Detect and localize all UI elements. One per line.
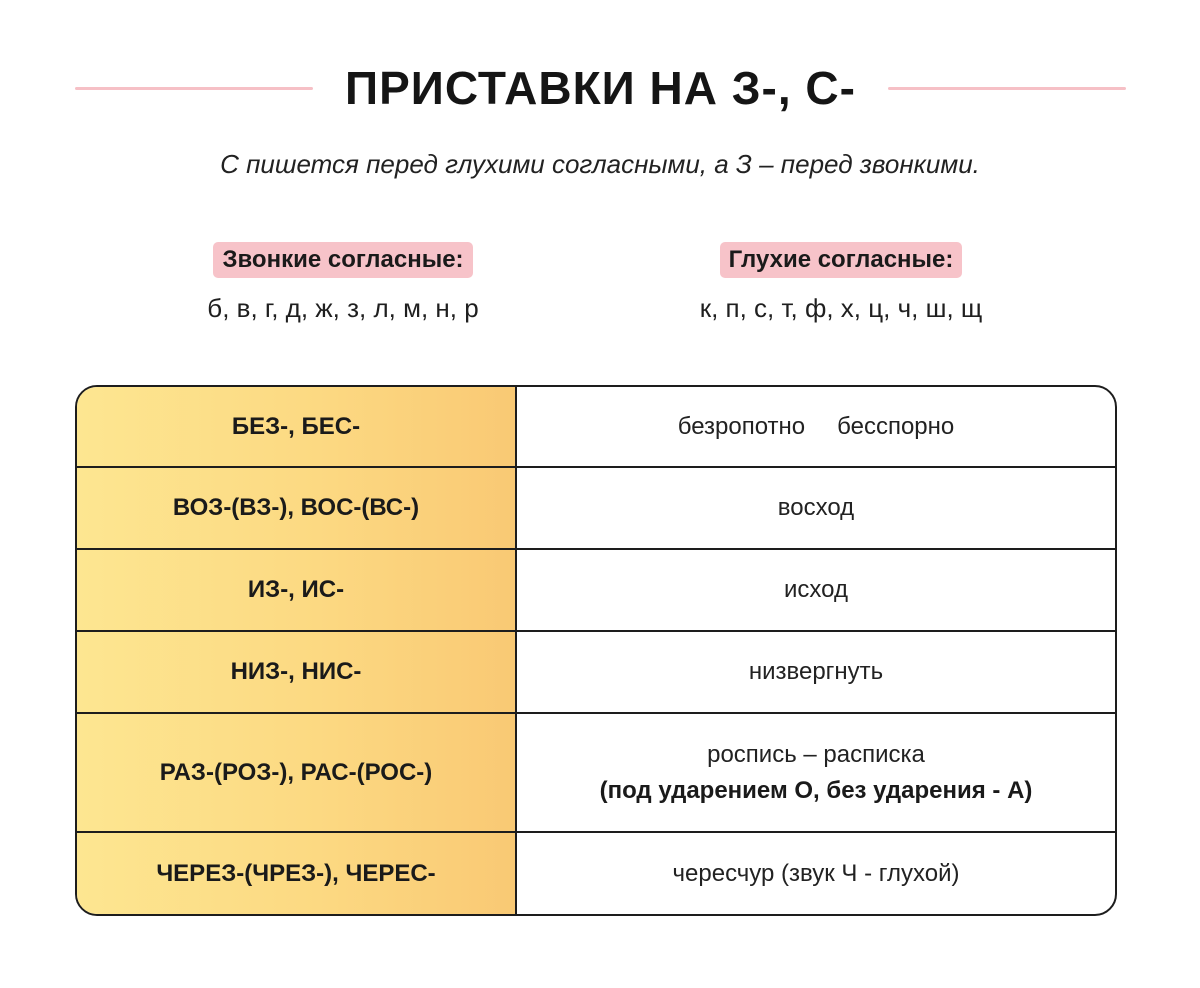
prefix-cell: БЕЗ-, БЕС- xyxy=(77,387,517,468)
prefix-cell: ЧЕРЕЗ-(ЧРЕЗ-), ЧЕРЕС- xyxy=(77,833,517,914)
prefix-cell: РАЗ-(РОЗ-), РАС-(РОС-) xyxy=(77,714,517,833)
example-word: безропотно xyxy=(677,412,806,440)
example-word: чересчур (звук Ч - глухой) xyxy=(672,859,960,887)
example-cell xyxy=(517,632,1115,714)
title-divider-right xyxy=(888,87,1126,90)
prefix-table xyxy=(75,385,1117,916)
voiced-consonants-label: Звонкие согласные: xyxy=(213,242,472,278)
example-word: бесспорно xyxy=(837,412,955,440)
prefix-cell: НИЗ-, НИС- xyxy=(77,632,517,714)
prefix-cell: ВОЗ-(ВЗ-), ВОС-(ВС-) xyxy=(77,468,517,550)
title-row xyxy=(0,52,1200,124)
page-title: ПРИСТАВКИ НА З-, С- xyxy=(345,62,856,114)
rule-subtitle: С пишется перед глухими согласными, а З – перед звонкими. xyxy=(220,149,980,179)
example-cell xyxy=(517,714,1115,833)
example-cell xyxy=(517,468,1115,550)
voiceless-consonants-label: Глухие согласные: xyxy=(720,242,963,278)
example-cell xyxy=(517,550,1115,632)
stress-note: (под ударением О, без ударения - А) xyxy=(599,776,1033,804)
title-divider-left xyxy=(75,87,313,90)
example-word: низвергнуть xyxy=(748,658,884,685)
example-word: роспись – расписка xyxy=(707,740,925,768)
voiceless-consonants-block xyxy=(631,242,1051,325)
prefix-cell: ИЗ-, ИС- xyxy=(77,550,517,632)
example-word: исход xyxy=(784,576,848,603)
voiced-consonants-block xyxy=(133,242,553,325)
example-cell xyxy=(517,387,1115,468)
example-word: восход xyxy=(777,494,855,521)
voiceless-consonants-letters: к, п, с, т, ф, х, ц, ч, ш, щ xyxy=(699,293,983,323)
voiced-consonants-letters: б, в, г, д, ж, з, л, м, н, р xyxy=(207,293,479,323)
example-cell xyxy=(517,833,1115,914)
example-pair xyxy=(678,409,955,445)
